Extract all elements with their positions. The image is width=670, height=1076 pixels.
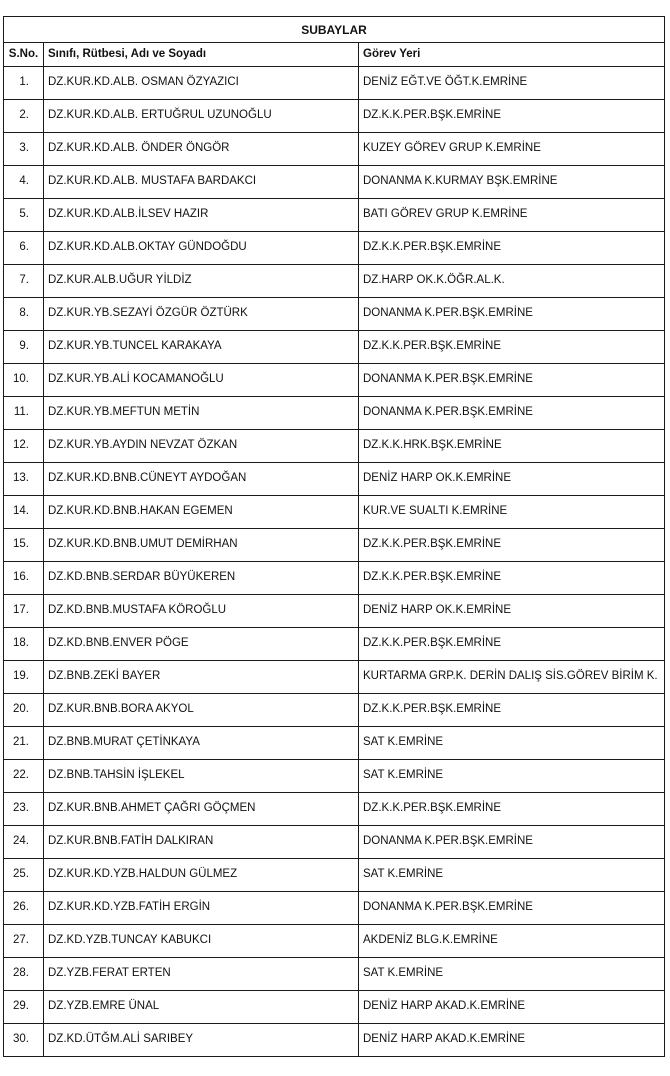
table-row bbox=[4, 397, 665, 430]
row-duty-station: AKDENİZ BLG.K.EMRİNE bbox=[359, 925, 665, 958]
row-duty-station: DONANMA K.PER.BŞK.EMRİNE bbox=[359, 364, 665, 397]
table-title-row bbox=[4, 17, 665, 43]
row-rank-name: DZ.KUR.KD.BNB.HAKAN EGEMEN bbox=[44, 496, 359, 529]
header-rank-name: Sınıfı, Rütbesi, Adı ve Soyadı bbox=[44, 43, 359, 67]
row-duty-station: DZ.K.K.PER.BŞK.EMRİNE bbox=[359, 529, 665, 562]
row-duty-station: DENİZ HARP OK.K.EMRİNE bbox=[359, 595, 665, 628]
table-row bbox=[4, 892, 665, 925]
row-sequence-number: 21. bbox=[4, 727, 44, 760]
header-sequence-number: S.No. bbox=[4, 43, 44, 67]
row-sequence-number: 19. bbox=[4, 661, 44, 694]
table-row bbox=[4, 694, 665, 727]
row-duty-station: DZ.HARP OK.K.ÖĞR.AL.K. bbox=[359, 265, 665, 298]
table-row bbox=[4, 265, 665, 298]
table-row bbox=[4, 595, 665, 628]
table-row bbox=[4, 760, 665, 793]
table-row bbox=[4, 661, 665, 694]
row-duty-station: SAT K.EMRİNE bbox=[359, 760, 665, 793]
row-sequence-number: 4. bbox=[4, 166, 44, 199]
row-sequence-number: 16. bbox=[4, 562, 44, 595]
row-duty-station: SAT K.EMRİNE bbox=[359, 727, 665, 760]
table-row bbox=[4, 133, 665, 166]
row-duty-station: SAT K.EMRİNE bbox=[359, 859, 665, 892]
row-rank-name: DZ.KUR.KD.ALB. MUSTAFA BARDAKCI bbox=[44, 166, 359, 199]
row-duty-station: KUZEY GÖREV GRUP K.EMRİNE bbox=[359, 133, 665, 166]
row-rank-name: DZ.KD.BNB.ENVER PÖGE bbox=[44, 628, 359, 661]
row-sequence-number: 26. bbox=[4, 892, 44, 925]
header-duty-station: Görev Yeri bbox=[359, 43, 665, 67]
table-row bbox=[4, 562, 665, 595]
row-sequence-number: 3. bbox=[4, 133, 44, 166]
table-row bbox=[4, 793, 665, 826]
row-rank-name: DZ.KUR.KD.ALB.OKTAY GÜNDOĞDU bbox=[44, 232, 359, 265]
row-sequence-number: 15. bbox=[4, 529, 44, 562]
row-rank-name: DZ.KUR.YB.SEZAYİ ÖZGÜR ÖZTÜRK bbox=[44, 298, 359, 331]
row-duty-station: DONANMA K.PER.BŞK.EMRİNE bbox=[359, 892, 665, 925]
table-row bbox=[4, 925, 665, 958]
table-row bbox=[4, 628, 665, 661]
row-sequence-number: 17. bbox=[4, 595, 44, 628]
row-rank-name: DZ.KD.BNB.SERDAR BÜYÜKEREN bbox=[44, 562, 359, 595]
row-rank-name: DZ.KUR.KD.BNB.UMUT DEMİRHAN bbox=[44, 529, 359, 562]
row-rank-name: DZ.BNB.TAHSİN İŞLEKEL bbox=[44, 760, 359, 793]
row-duty-station: DZ.K.K.PER.BŞK.EMRİNE bbox=[359, 628, 665, 661]
row-duty-station: DONANMA K.PER.BŞK.EMRİNE bbox=[359, 826, 665, 859]
table-body bbox=[4, 67, 665, 1057]
row-rank-name: DZ.KUR.KD.ALB. ÖNDER ÖNGÖR bbox=[44, 133, 359, 166]
row-sequence-number: 11. bbox=[4, 397, 44, 430]
table-row bbox=[4, 496, 665, 529]
row-rank-name: DZ.KUR.KD.YZB.FATİH ERGİN bbox=[44, 892, 359, 925]
row-rank-name: DZ.KUR.YB.AYDIN NEVZAT ÖZKAN bbox=[44, 430, 359, 463]
row-sequence-number: 20. bbox=[4, 694, 44, 727]
row-sequence-number: 10. bbox=[4, 364, 44, 397]
row-rank-name: DZ.KUR.YB.MEFTUN METİN bbox=[44, 397, 359, 430]
row-rank-name: DZ.KUR.KD.ALB. OSMAN ÖZYAZICI bbox=[44, 67, 359, 100]
row-rank-name: DZ.KUR.KD.ALB. ERTUĞRUL UZUNOĞLU bbox=[44, 100, 359, 133]
row-duty-station: DENİZ HARP AKAD.K.EMRİNE bbox=[359, 991, 665, 1024]
table-row bbox=[4, 331, 665, 364]
row-sequence-number: 8. bbox=[4, 298, 44, 331]
row-rank-name: DZ.KD.ÜTĞM.ALİ SARIBEY bbox=[44, 1024, 359, 1057]
table-row bbox=[4, 991, 665, 1024]
table-header-row bbox=[4, 43, 665, 67]
table-row bbox=[4, 859, 665, 892]
row-duty-station: DONANMA K.PER.BŞK.EMRİNE bbox=[359, 298, 665, 331]
row-sequence-number: 22. bbox=[4, 760, 44, 793]
row-duty-station: DONANMA K.PER.BŞK.EMRİNE bbox=[359, 397, 665, 430]
row-sequence-number: 7. bbox=[4, 265, 44, 298]
row-sequence-number: 13. bbox=[4, 463, 44, 496]
row-sequence-number: 6. bbox=[4, 232, 44, 265]
row-duty-station: BATI GÖREV GRUP K.EMRİNE bbox=[359, 199, 665, 232]
row-sequence-number: 5. bbox=[4, 199, 44, 232]
row-rank-name: DZ.KUR.YB.ALİ KOCAMANOĞLU bbox=[44, 364, 359, 397]
table-row bbox=[4, 232, 665, 265]
row-duty-station: DZ.K.K.PER.BŞK.EMRİNE bbox=[359, 694, 665, 727]
row-sequence-number: 28. bbox=[4, 958, 44, 991]
table-row bbox=[4, 67, 665, 100]
row-duty-station: DENİZ HARP AKAD.K.EMRİNE bbox=[359, 1024, 665, 1057]
table-row bbox=[4, 364, 665, 397]
row-duty-station: DZ.K.K.PER.BŞK.EMRİNE bbox=[359, 793, 665, 826]
table-row bbox=[4, 463, 665, 496]
row-rank-name: DZ.BNB.ZEKİ BAYER bbox=[44, 661, 359, 694]
row-duty-station: DZ.K.K.HRK.BŞK.EMRİNE bbox=[359, 430, 665, 463]
table-row bbox=[4, 430, 665, 463]
row-rank-name: DZ.KD.BNB.MUSTAFA KÖROĞLU bbox=[44, 595, 359, 628]
table-row bbox=[4, 199, 665, 232]
row-rank-name: DZ.KD.YZB.TUNCAY KABUKCI bbox=[44, 925, 359, 958]
row-sequence-number: 23. bbox=[4, 793, 44, 826]
row-sequence-number: 9. bbox=[4, 331, 44, 364]
row-duty-station: KURTARMA GRP.K. DERİN DALIŞ SİS.GÖREV BİRİM K. bbox=[359, 661, 665, 694]
row-duty-station: KUR.VE SUALTI K.EMRİNE bbox=[359, 496, 665, 529]
table-row bbox=[4, 1024, 665, 1057]
row-sequence-number: 30. bbox=[4, 1024, 44, 1057]
row-duty-station: SAT K.EMRİNE bbox=[359, 958, 665, 991]
row-duty-station: DENİZ HARP OK.K.EMRİNE bbox=[359, 463, 665, 496]
row-rank-name: DZ.KUR.BNB.BORA AKYOL bbox=[44, 694, 359, 727]
row-sequence-number: 27. bbox=[4, 925, 44, 958]
table-title: SUBAYLAR bbox=[4, 17, 665, 43]
table-row bbox=[4, 727, 665, 760]
table-row bbox=[4, 298, 665, 331]
row-rank-name: DZ.KUR.KD.BNB.CÜNEYT AYDOĞAN bbox=[44, 463, 359, 496]
row-rank-name: DZ.KUR.BNB.FATİH DALKIRAN bbox=[44, 826, 359, 859]
row-rank-name: DZ.KUR.KD.ALB.İLSEV HAZIR bbox=[44, 199, 359, 232]
row-sequence-number: 14. bbox=[4, 496, 44, 529]
row-sequence-number: 29. bbox=[4, 991, 44, 1024]
row-sequence-number: 1. bbox=[4, 67, 44, 100]
row-sequence-number: 2. bbox=[4, 100, 44, 133]
row-rank-name: DZ.KUR.KD.YZB.HALDUN GÜLMEZ bbox=[44, 859, 359, 892]
table-row bbox=[4, 166, 665, 199]
table-row bbox=[4, 826, 665, 859]
row-rank-name: DZ.BNB.MURAT ÇETİNKAYA bbox=[44, 727, 359, 760]
row-duty-station: DZ.K.K.PER.BŞK.EMRİNE bbox=[359, 331, 665, 364]
table-row bbox=[4, 958, 665, 991]
row-duty-station: DZ.K.K.PER.BŞK.EMRİNE bbox=[359, 232, 665, 265]
table-row bbox=[4, 529, 665, 562]
table-row bbox=[4, 100, 665, 133]
row-duty-station: DZ.K.K.PER.BŞK.EMRİNE bbox=[359, 562, 665, 595]
row-rank-name: DZ.YZB.EMRE ÜNAL bbox=[44, 991, 359, 1024]
row-duty-station: DENİZ EĞT.VE ÖĞT.K.EMRİNE bbox=[359, 67, 665, 100]
row-sequence-number: 18. bbox=[4, 628, 44, 661]
row-rank-name: DZ.YZB.FERAT ERTEN bbox=[44, 958, 359, 991]
row-rank-name: DZ.KUR.YB.TUNCEL KARAKAYA bbox=[44, 331, 359, 364]
row-duty-station: DZ.K.K.PER.BŞK.EMRİNE bbox=[359, 100, 665, 133]
row-duty-station: DONANMA K.KURMAY BŞK.EMRİNE bbox=[359, 166, 665, 199]
row-sequence-number: 12. bbox=[4, 430, 44, 463]
officers-table bbox=[3, 16, 665, 1057]
row-rank-name: DZ.KUR.ALB.UĞUR YİLDİZ bbox=[44, 265, 359, 298]
row-sequence-number: 25. bbox=[4, 859, 44, 892]
row-sequence-number: 24. bbox=[4, 826, 44, 859]
row-rank-name: DZ.KUR.BNB.AHMET ÇAĞRI GÖÇMEN bbox=[44, 793, 359, 826]
